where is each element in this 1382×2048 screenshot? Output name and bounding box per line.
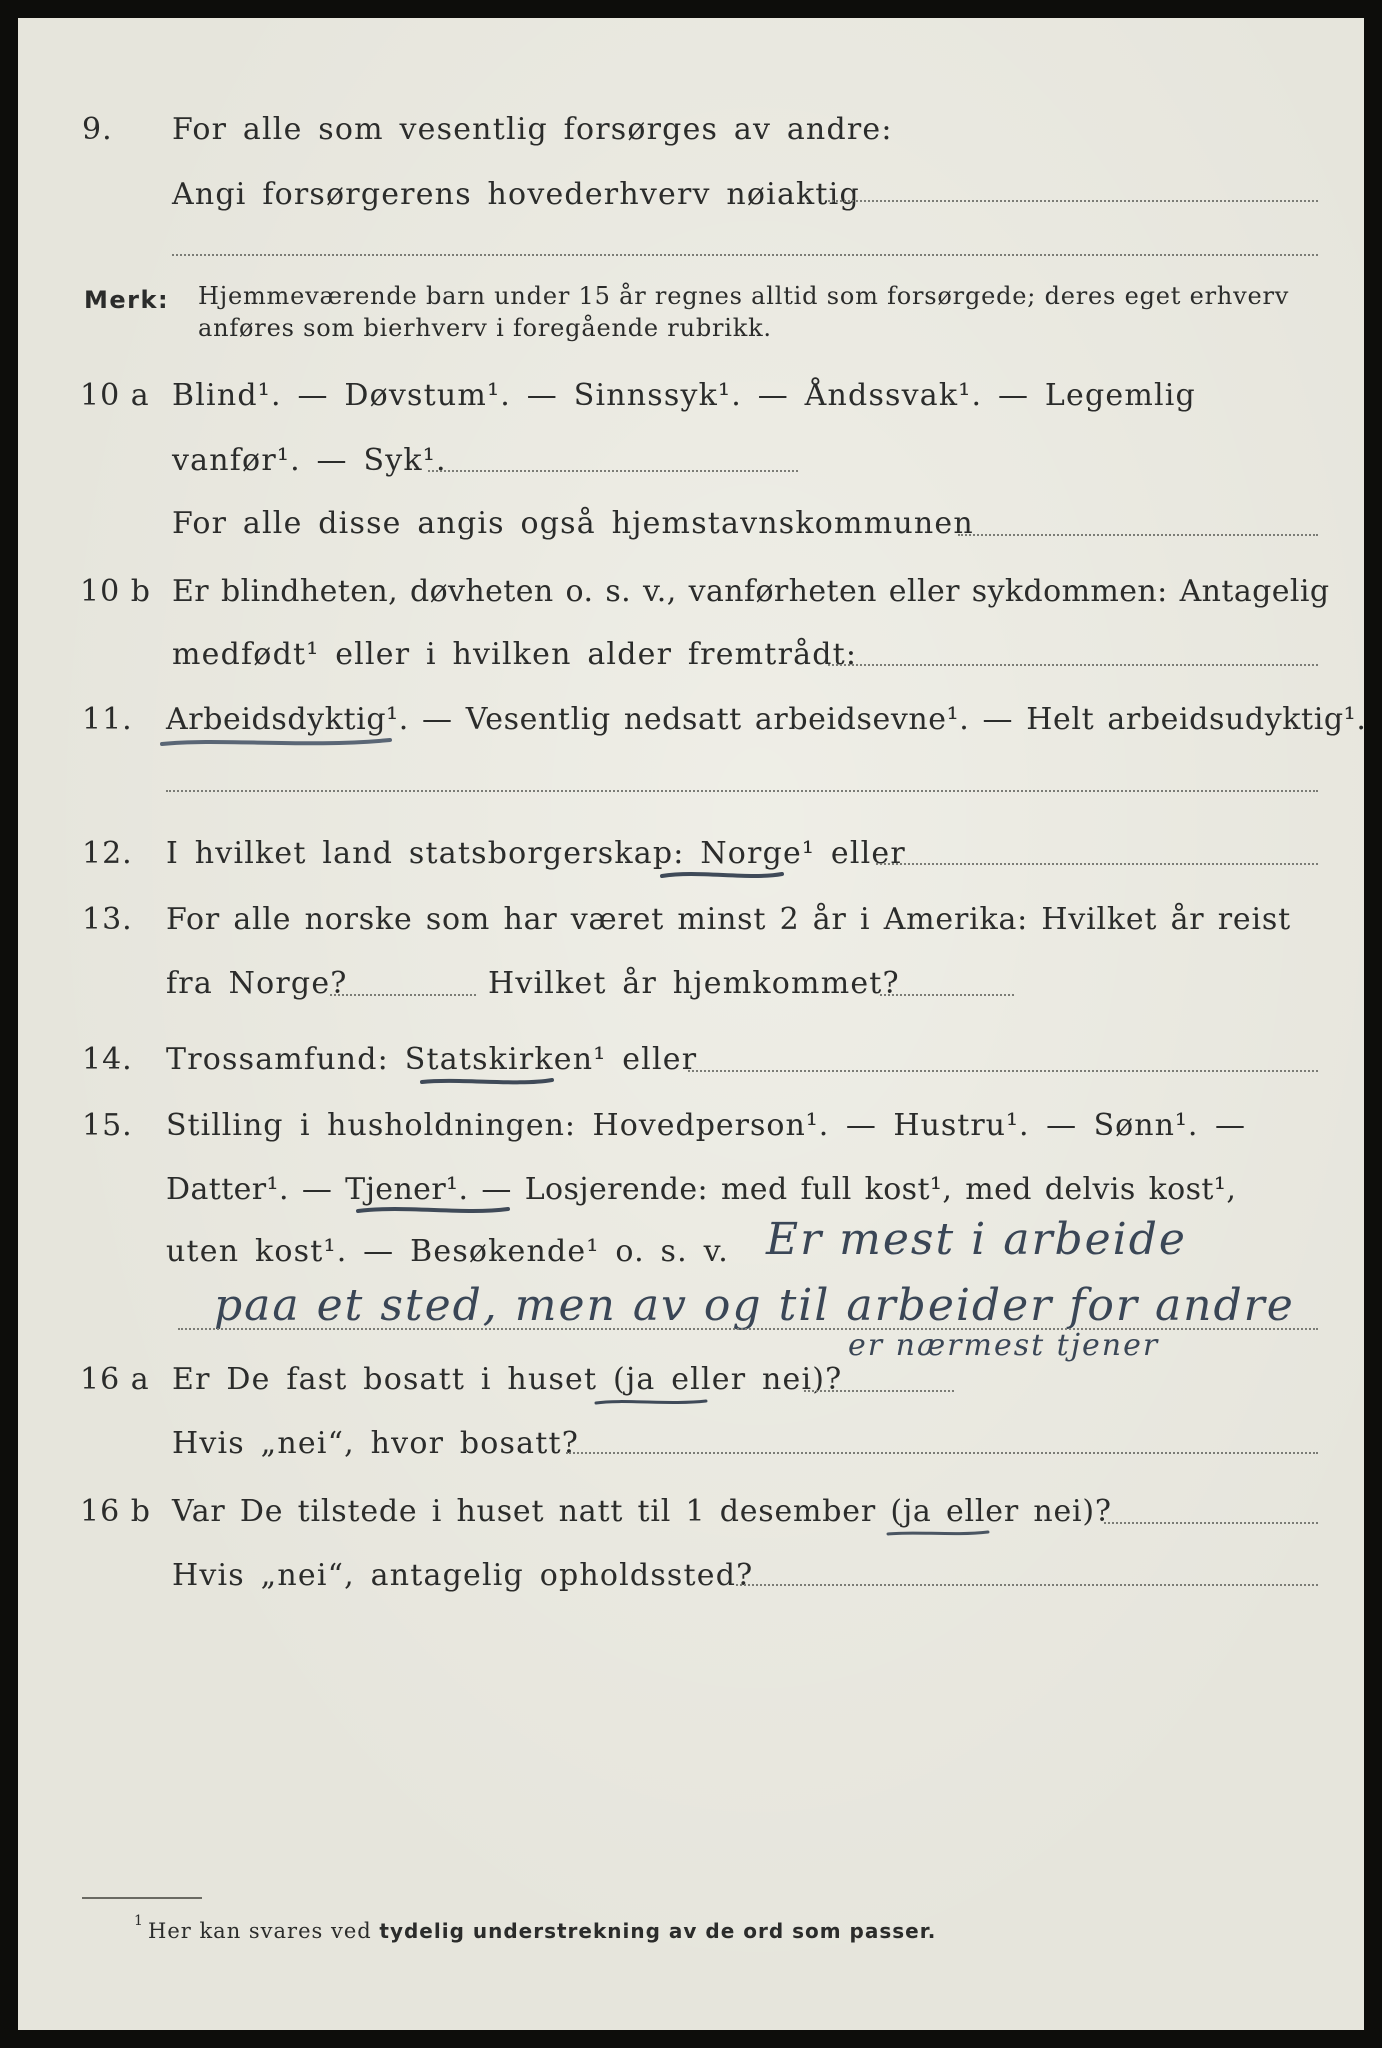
q9-text-2: Angi forsørgerens hovederhverv nøiaktig	[172, 177, 860, 212]
q15-handwritten-underline	[354, 1201, 514, 1221]
q10b-text-1: Er blindheten, døvheten o. s. v., vanførheten eller sykdommen: Antagelig	[172, 574, 1330, 609]
q16b-handwritten-underline	[884, 1526, 994, 1542]
q15-text-3: uten kost¹. — Besøkende¹ o. s. v.	[166, 1234, 729, 1269]
q13-text-2a: fra Norge?	[166, 966, 348, 1001]
q16b-answer-line-2[interactable]	[736, 1584, 1318, 1586]
footnote-text-plain: Her kan svares ved	[148, 1919, 380, 1943]
q10b-text-2: medfødt¹ eller i hvilken alder fremtrådt:	[172, 637, 858, 672]
q10b-answer-line[interactable]	[828, 664, 1318, 666]
footnote-rule	[82, 1897, 202, 1899]
q16b-text-1: Var De tilstede i huset natt til 1 desember (ja eller nei)?	[172, 1494, 1112, 1529]
q16b-number: 16 b	[80, 1494, 151, 1529]
q14-number: 14.	[82, 1042, 133, 1077]
q15-handwritten-answer-3: er nærmest tjener	[848, 1328, 1160, 1363]
q12-answer-line[interactable]	[876, 863, 1318, 865]
merk-label: Merk:	[84, 286, 170, 314]
q13-text-1: For alle norske som har været minst 2 år i Amerika: Hvilket år reist	[166, 902, 1291, 937]
q16a-text-1: Er De fast bosatt i huset (ja eller nei)?	[172, 1362, 843, 1397]
q9-answer-line-2[interactable]	[172, 254, 1318, 256]
merk-text: Hjemmeværende barn under 15 år regnes alltid som forsørgede; deres eget erhverv anføres som bierhverv i foregående rubrikk.	[198, 282, 1290, 342]
q14-text-1: Trossamfund: Statskirken¹ eller	[166, 1042, 698, 1077]
q15-text-1: Stilling i husholdningen: Hovedperson¹. — Hustru¹. — Sønn¹. —	[166, 1108, 1246, 1143]
q16a-text-2: Hvis „nei“, hvor bosatt?	[172, 1426, 580, 1461]
q15-handwritten-answer-2: paa et sted, men av og til arbeider for andre	[214, 1280, 1295, 1331]
q11-handwritten-underline	[158, 732, 398, 752]
q9-number: 9.	[82, 112, 113, 147]
q10a-text-1: Blind¹. — Døvstum¹. — Sinnssyk¹. — Åndssvak¹. — Legemlig	[172, 378, 1196, 413]
q14-answer-line[interactable]	[688, 1070, 1318, 1072]
q16a-answer-line-2[interactable]	[566, 1452, 1318, 1454]
q13-text-2b: Hvilket år hjemkommet?	[488, 966, 900, 1001]
q14-handwritten-underline	[418, 1072, 558, 1092]
q11-answer-line[interactable]	[166, 790, 1318, 792]
q16b-answer-line-1[interactable]	[1104, 1522, 1318, 1524]
q16a-handwritten-underline	[592, 1393, 712, 1413]
q15-text-2: Datter¹. — Tjener¹. — Losjerende: med full kost¹, med delvis kost¹,	[166, 1172, 1237, 1207]
q12-text-1: I hvilket land statsborgerskap: Norge¹ eller	[166, 836, 906, 871]
q16a-number: 16 a	[80, 1362, 150, 1397]
q12-number: 12.	[82, 836, 133, 871]
q10a-answer-line-1[interactable]	[428, 470, 798, 472]
q16b-text-2: Hvis „nei“, antagelig opholdssted?	[172, 1558, 754, 1593]
q10a-number: 10 a	[80, 378, 150, 413]
q13-reist-answer-line[interactable]	[330, 994, 476, 996]
q16a-answer-line-1[interactable]	[804, 1390, 954, 1392]
footnote-text-bold: tydelig understrekning av de ord som passer.	[379, 1919, 937, 1943]
q9-text-1: For alle som vesentlig forsørges av andre:	[172, 112, 893, 147]
q11-number: 11.	[82, 702, 133, 737]
q13-hjemkommet-answer-line[interactable]	[880, 994, 1014, 996]
q15-handwritten-answer-1: Er mest i arbeide	[766, 1214, 1187, 1265]
q13-number: 13.	[82, 902, 133, 937]
q11-text-1: Arbeidsdyktig¹. — Vesentlig nedsatt arbeidsevne¹. — Helt arbeidsudyktig¹.	[166, 702, 1367, 737]
q10a-text-2: vanfør¹. — Syk¹.	[172, 443, 447, 478]
q15-number: 15.	[82, 1108, 133, 1143]
q10a-text-3: For alle disse angis også hjemstavnskommunen	[172, 506, 974, 541]
footnote	[134, 1913, 937, 1943]
form-sheet	[18, 18, 1367, 2030]
footnote-mark: 1	[134, 1913, 144, 1929]
q9-answer-line-1[interactable]	[828, 200, 1318, 202]
q10a-answer-line-2[interactable]	[958, 534, 1318, 536]
q10b-number: 10 b	[80, 574, 151, 609]
q12-handwritten-underline	[658, 866, 788, 886]
